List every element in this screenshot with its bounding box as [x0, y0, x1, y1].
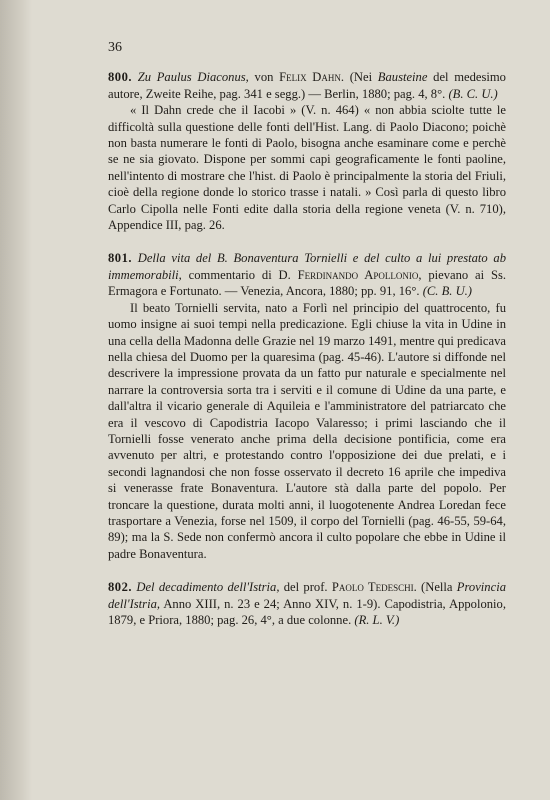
entry-series: Bausteine	[377, 70, 428, 85]
bibliography-entry-801	[108, 250, 506, 562]
entry-body: Il beato Tornielli servita, nato a Forlì nel principio del quattrocento, fu uomo insigne ai suoi tempi nella predicazione. Egli chiuse la vita in Udine in una cella della Madonna delle Grazie nel 19 marzo 1491, mentre qui predicava nella chiesa del Duomo per la quaresima (pag. 45-46). L'autore si diffonde nel descrivere la impressione provata da un fatto pur naturale e specialmente nel narrare la controversia sorta tra i serviti e il comune di Udine da una parte, e dall'altra il vicario generale di Aquileia e l'amministratore del patriarcato che era il vescovo di Capodistria Iacopo Valaresso; i primi lasciando che il Tornielli fosse venerato anche prima della decisione pontificia, come era avvenuto per altri, e protestando contro l'opposizione dei due prelati, e i secondi lagnandosi che non fosse osservato il decreto 16 aprile che impediva si venerasse frate Bonaventura. L'autore stà dalla parte del popolo. Per troncare la questione, durata molti anni, il luogotenente Andrea Loredan fece trasportare a Venezia, forse nel 1509, il corpo del Tornielli (pag. 46-55, 59-64, 89); ma la S. Sede non confermò ancora il culto popolare che ebbe in Udine il padre Bonaventura.	[108, 300, 506, 561]
entry-connector: . (Nei	[340, 70, 378, 85]
entry-title: Della vita del B. Bonaventura Tornielli e del culto a lui prestato ab immemorabili,	[108, 251, 506, 282]
entry-heading	[108, 579, 506, 628]
entry-heading	[108, 69, 506, 102]
bibliography-entry-800	[108, 69, 506, 233]
entry-connector: del prof.	[279, 580, 332, 595]
entry-number: 802.	[108, 580, 133, 595]
entry-sigla: (R. L. V.)	[354, 613, 400, 627]
entry-heading	[108, 250, 506, 299]
entry-publication: del medesimo autore, Zweite Reihe, pag. 341 e segg.) — Berlin, 1880; pag. 4, 8°.	[108, 70, 506, 101]
page-number: 36	[108, 40, 122, 55]
entry-author: Ferdinando Apollonio	[297, 267, 419, 282]
entry-title: Del decadimento dell'Istria,	[136, 580, 280, 595]
entry-title: Zu Paulus Diaconus,	[137, 70, 249, 85]
entry-number: 800.	[108, 70, 133, 85]
entry-publication: , pievano ai Ss. Ermagora e Fortunato. — Venezia, Ancora, 1880; pp. 91, 16°.	[108, 267, 507, 299]
entry-author: Paolo Tedeschi	[331, 580, 414, 595]
entry-body: « Il Dahn crede che il Iacobi » (V. n. 464) « non abbia sciolte tutte le difficoltà sulla questione delle fonti dell'Hist. Lang. di Paolo Diacono; poichè non basta numerare le fonti di Paolo, bisogna anche esaminare come e perchè se ne sia giovato. Dispone per sommi capi geograficamente le fonti paoline, nell'intento di mostrare che l'hist. di Paolo è principalmente la storia del Friuli, cioè della regione donde lo storico trasse i natali. » Così parla di questo libro Carlo Cipolla nelle Fonti edite dalla storia della regione veneta (V. n. 710), Appendice III, pag. 26.	[108, 103, 506, 233]
entry-publication: Anno XIII, n. 23 e 24; Anno XIV, n. 1-9). Capodistria, Appolonio, 1879, e Priora, 1880; pag. 26, 4°, a due colonne.	[108, 596, 506, 627]
entry-author: Felix Dahn	[279, 70, 341, 85]
entry-sigla: (B. C. U.)	[448, 86, 498, 101]
entry-number: 801.	[108, 251, 133, 266]
entry-series: Provincia dell'Istria,	[108, 580, 506, 611]
bibliography-entry-802	[108, 579, 506, 628]
entry-connector: von	[248, 70, 280, 85]
page-gutter-shadow	[0, 0, 32, 800]
page-content	[108, 40, 506, 645]
entry-connector: commentario di D.	[181, 267, 298, 282]
entry-connector: . (Nella	[413, 580, 457, 595]
entry-sigla: (C. B. U.)	[422, 284, 473, 299]
